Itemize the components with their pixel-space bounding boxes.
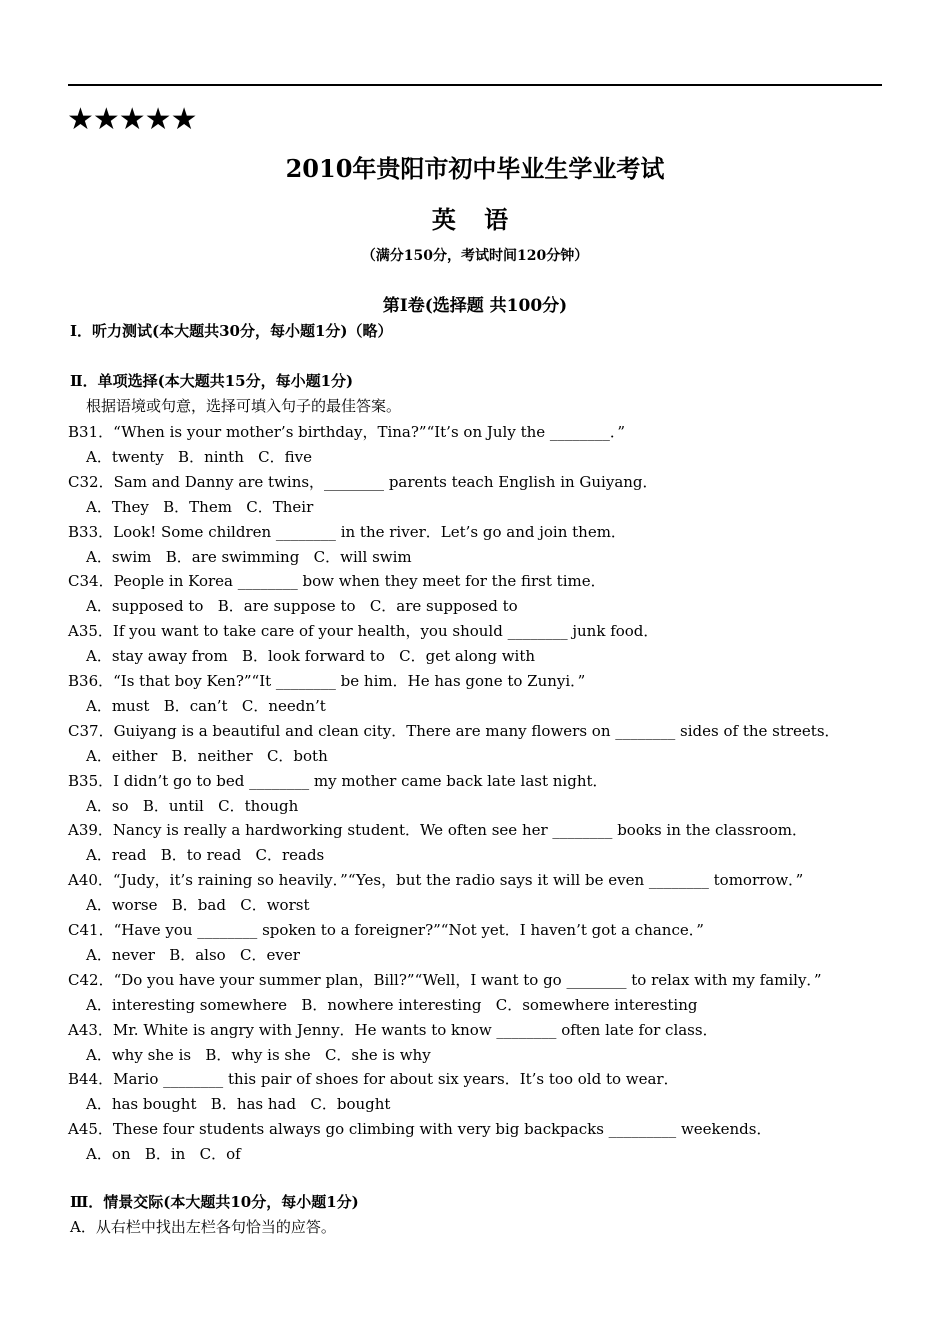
- difficulty-stars: ★★★★★: [67, 102, 197, 137]
- question-options: A．interesting somewhere B．nowhere interesting C．somewhere interesting: [86, 996, 698, 1014]
- question-stem: A39．Nancy is really a hardworking student．We often see her ________ books in the classroom．: [68, 821, 807, 839]
- question-stem: B44．Mario ________ this pair of shoes for about six years．It’s too old to wear．: [68, 1070, 679, 1088]
- question-options: A．never B．also C．ever: [86, 946, 300, 964]
- exam-title: 2010年贵阳市初中毕业生学业考试: [285, 154, 665, 183]
- question-stem: A40．“Judy，it’s raining so heavily．”“Yes，but the radio says it will be even ________ tomorrow．”: [68, 871, 804, 889]
- section-dialogue: Ⅲ．情景交际(本大题共10分，每小题1分): [70, 1193, 359, 1211]
- question-stem: B36．“Is that boy Ken?”“It ________ be him．He has gone to Zunyi．”: [68, 672, 586, 690]
- question-stem: A45．These four students always go climbing with very big backpacks _________ weekends．: [68, 1120, 772, 1138]
- question-options: A．on B．in C．of: [86, 1145, 241, 1163]
- subject-title: 英 语: [431, 205, 519, 234]
- question-options: A．supposed to B．are suppose to C．are supposed to: [86, 597, 518, 615]
- question-stem: B31．“When is your mother’s birthday，Tina?”“It’s on July the ________．”: [68, 423, 626, 441]
- question-options: A．stay away from B．look forward to C．get along with: [86, 647, 536, 665]
- question-options: A．has bought B．has had C．bought: [86, 1095, 391, 1113]
- question-stem: C41．“Have you ________ spoken to a foreigner?”“Not yet．I haven’t got a chance．”: [68, 921, 704, 939]
- section-listening: Ⅰ．听力测试(本大题共30分，每小题1分)（略）: [70, 322, 393, 340]
- question-stem: C42．“Do you have your summer plan，Bill?”“Well，I want to go ________ to relax with my family．”: [68, 971, 822, 989]
- dialogue-instruction: A．从右栏中找出左栏各句恰当的应答。: [70, 1218, 336, 1236]
- question-stem: A43．Mr. White is angry with Jenny．He wants to know ________ often late for class．: [68, 1021, 718, 1039]
- part-title: 第Ⅰ卷(选择题 共100分): [382, 296, 568, 316]
- top-rule: [68, 84, 882, 86]
- question-stem: A35．If you want to take care of your health，you should ________ junk food．: [68, 622, 659, 640]
- question-stem: B33．Look! Some children ________ in the river．Let’s go and join them．: [68, 523, 626, 541]
- question-options: A．so B．until C．though: [86, 797, 299, 815]
- question-stem: C37．Guiyang is a beautiful and clean city．There are many flowers on ________ sides of the streets．: [68, 722, 840, 740]
- question-options: A．must B．can’t C．needn’t: [86, 697, 326, 715]
- question-stem: C34．People in Korea ________ bow when they meet for the first time．: [68, 572, 606, 590]
- question-options: A．swim B．are swimming C．will swim: [86, 548, 412, 566]
- question-options: A．They B．Them C．Their: [86, 498, 314, 516]
- section-single-choice: Ⅱ．单项选择(本大题共15分，每小题1分): [70, 372, 354, 390]
- question-options: A．either B．neither C．both: [86, 747, 328, 765]
- question-options: A．why she is B．why is she C．she is why: [86, 1046, 431, 1064]
- question-options: A．twenty B．ninth C．five: [86, 448, 313, 466]
- section-instruction: 根据语境或句意，选择可填入句子的最佳答案。: [86, 397, 402, 415]
- question-options: A．read B．to read C．reads: [86, 846, 325, 864]
- question-stem: B35．I didn’t go to bed ________ my mother came back late last night．: [68, 772, 608, 790]
- question-options: A．worse B．bad C．worst: [86, 896, 310, 914]
- question-stem: C32．Sam and Danny are twins，________ parents teach English in Guiyang．: [68, 473, 658, 491]
- exam-info: （满分150分，考试时间120分钟）: [361, 248, 589, 264]
